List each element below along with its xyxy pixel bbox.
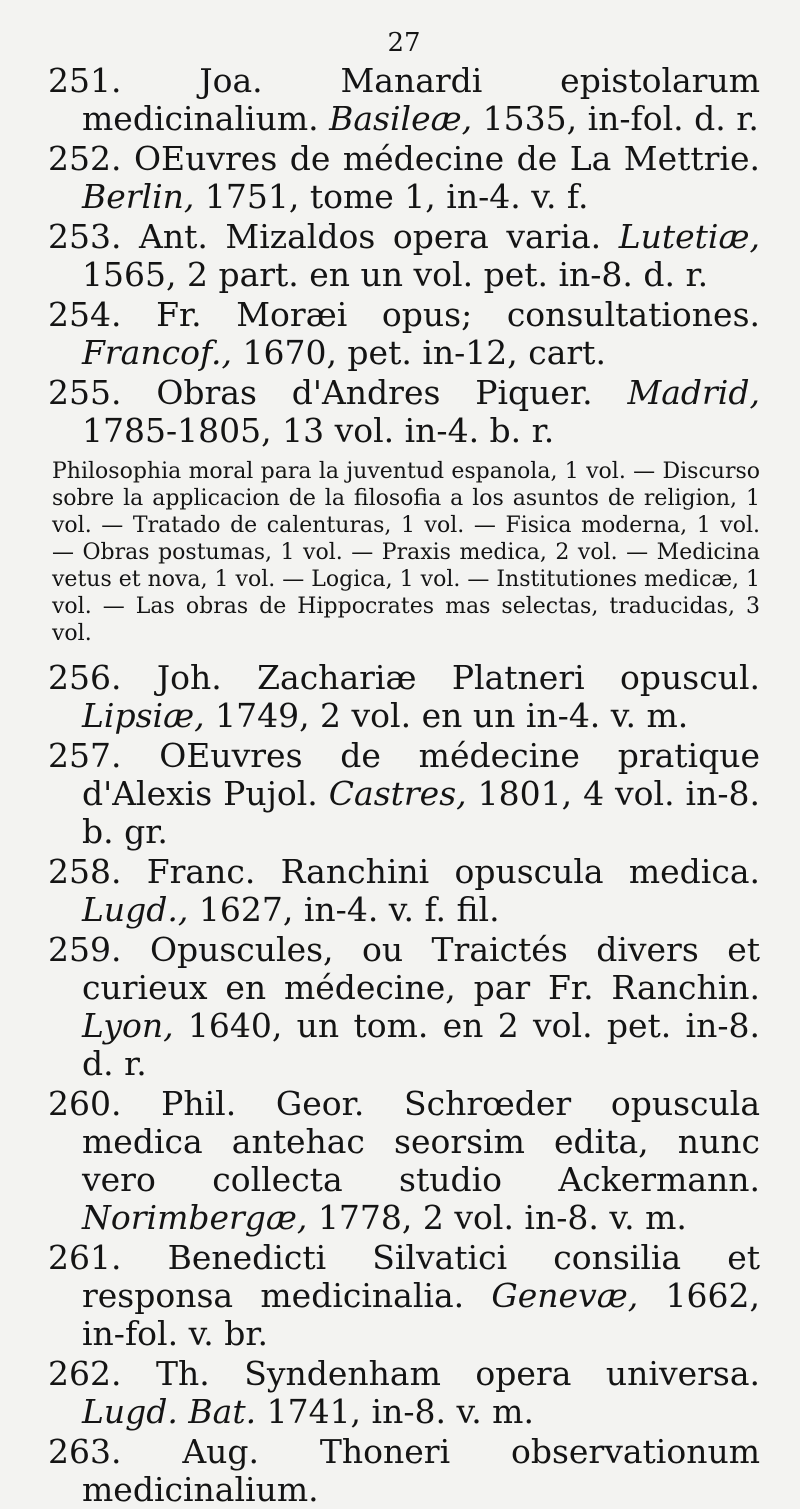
list-item: 253. Ant. Mizaldos opera varia. Lutetiæ, 1565, 2 part. en un vol. pet. in-8. d. r. bbox=[48, 217, 760, 294]
list-item: 251. Joa. Manardi epistolarum medicinalium. Basileæ, 1535, in-fol. d. r. bbox=[48, 61, 761, 138]
list-item: 258. Franc. Ranchini opuscula medica. Lugd., 1627, in-4. v. f. fil. bbox=[48, 852, 760, 929]
entry-list-bottom bbox=[48, 659, 760, 1509]
list-item: 256. Joh. Zachariæ Platneri opuscul. Lipsiæ, 1749, 2 vol. en un in-4. v. m. bbox=[48, 658, 760, 735]
list-item: 260. Phil. Geor. Schrœder opuscula medica antehac seorsim edita, nunc vero collecta studio Ackermann. Norimbergæ, 1778, 2 vol. in-8. v. m. bbox=[48, 1084, 760, 1237]
footnote-contents: Philosophia moral para la juventud espanola, 1 vol. — Discurso sobre la applicacion de la filosofia a los asuntos de religion, 1 vol. — Tratado de calenturas, 1 vol. — Fisica moderna, 1 vol. — Obras postumas, 1 vol. — Praxis medica, 2 vol. — Medicina vetus et nova, 1 vol. — Logica, 1 vol. — Institutiones medicæ, 1 vol. — Las obras de Hippocrates mas selectas, traducidas, 3 vol. bbox=[52, 459, 760, 646]
list-item: 259. Opuscules, ou Traictés divers et curieux en médecine, par Fr. Ranchin. Lyon, 1640, un tom. en 2 vol. pet. in-8. d. r. bbox=[48, 930, 761, 1083]
list-item: 252. OEuvres de médecine de La Mettrie. Berlin, 1751, tome 1, in-4. v. f. bbox=[48, 139, 760, 216]
list-item: 255. Obras d'Andres Piquer. Madrid, 1785-1805, 13 vol. in-4. b. r. bbox=[48, 373, 760, 450]
list-item: 261. Benedicti Silvatici consilia et responsa medicinalia. Genevæ, 1662, in-fol. v. br. bbox=[48, 1238, 760, 1353]
list-item: 254. Fr. Moræi opus; consultationes. Francof., 1670, pet. in-12, cart. bbox=[48, 295, 760, 372]
entry-list-top bbox=[48, 62, 760, 450]
list-item: 257. OEuvres de médecine pratique d'Alexis Pujol. Castres, 1801, 4 vol. in-8. b. gr. bbox=[48, 736, 761, 851]
list-item: 263. Aug. Thoneri observationum medicinalium. bbox=[48, 1432, 761, 1509]
list-item: 262. Th. Syndenham opera universa. Lugd. Bat. 1741, in-8. v. m. bbox=[48, 1354, 760, 1431]
page-number: 27 bbox=[387, 28, 421, 58]
